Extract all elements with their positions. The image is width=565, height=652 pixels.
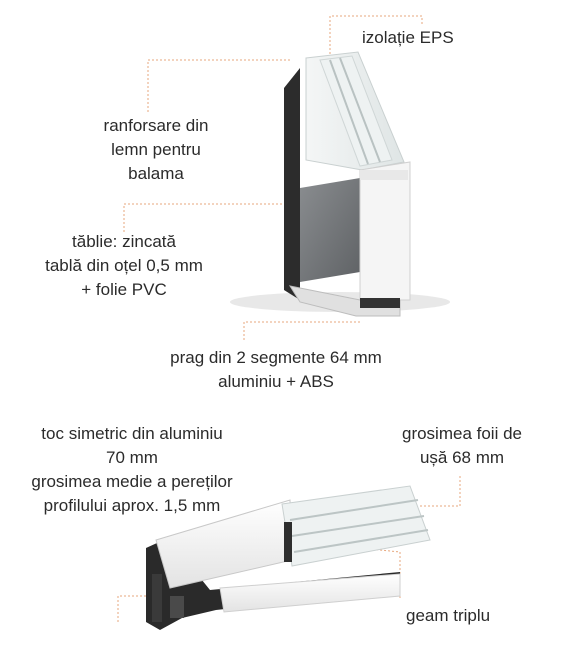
label-frame: toc simetric din aluminiu 70 mm grosimea medie a pereților profilului aprox. 1,5 mm [31, 424, 233, 515]
label-door-sheet: tăblie: zincată tablă din oțel 0,5 mm + folie PVC [45, 232, 203, 299]
label-triple-glass: geam triplu [406, 606, 491, 625]
label-eps-insulation: izolație EPS [362, 28, 454, 47]
label-wood-reinforcement: ranforsare din lemn pentru balama [103, 116, 209, 183]
label-threshold: prag din 2 segmente 64 mm aluminiu + ABS [170, 348, 382, 391]
label-leaf-thickness: grosimea foii de ușă 68 mm [401, 424, 522, 467]
frame-white-bar [220, 574, 400, 612]
